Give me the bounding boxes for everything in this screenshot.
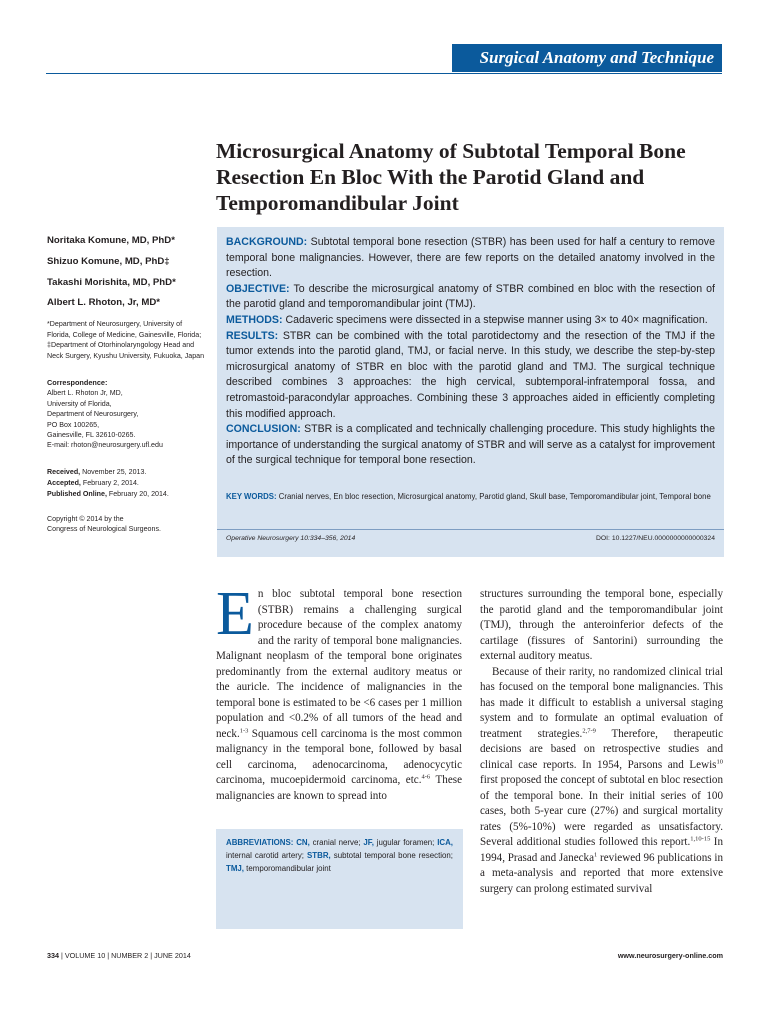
body-text: n bloc subtotal temporal bone resection (STBR) remains a challenging surgical procedure because of the complex anatomy and the rarity of temporal bone malignancies. Malignant neoplasm of the temporal bone originates predominantly from the external auditory meatus or the auricle. The incidence of malignancies in the temporal bone is estimated to be <6 cases per 1 million population and <0.2% of all tumors of the head and neck. — [216, 588, 462, 740]
body-text: first proposed the concept of subtotal en bloc resection of the temporal bone. In their initial series of 100 cases, both 5-year cure (27%) and surgical mortality rates (5%-10%) were regarded as unsatisfactory. Several additional studies followed this report. — [480, 774, 723, 848]
page-footer — [47, 951, 191, 960]
copyright-line: Congress of Neurological Surgeons. — [47, 525, 161, 534]
abbrev-def: subtotal temporal bone resection; — [330, 850, 453, 860]
abstract-text: STBR can be combined with the total parotidectomy and the resection of the TMJ if the tumor extends into the parotid gland, TMJ, or facial nerve. In this study, we describe the step-by-step microsurgical anatomy of STBR en bloc with the parotid gland and TMJ. The surgical technique described combines 3 approaches: the high cervical, subtemporal-infratemporal fossa, and retromastoid-paracondylar approaches. Combining these 3 approaches aided in efficiently completing this modified approach. — [226, 329, 715, 420]
drop-cap: E — [216, 580, 254, 648]
reference[interactable]: 10 — [716, 757, 723, 765]
abstract-label: OBJECTIVE: — [226, 282, 290, 295]
doi-link[interactable]: DOI: 10.1227/NEU.0000000000000324 — [595, 535, 715, 542]
abstract-text: To describe the microsurgical anatomy of STBR combined en bloc with the resection of the parotid gland and temporomandibular joint (TMJ). — [226, 282, 715, 311]
journal-citation: Operative Neurosurgery 10:334–356, 2014 — [226, 535, 356, 542]
affiliation: *Department of Neurosurgery, University of Florida, College of Medicine, Gainesville, Florida; ‡Department of Otorhinolaryngology Head and Neck Surgery, Kyushu University, Fukuoka, Japan — [47, 320, 205, 360]
copyright-line: Copyright © 2014 by the — [47, 514, 124, 523]
page-number: 334 — [47, 951, 59, 960]
body-text: In 1994, Prasad and Janecka — [480, 836, 723, 864]
abbrev-term: STBR, — [307, 850, 331, 860]
accepted-date: February 2, 2014. — [80, 478, 139, 487]
body-text: reviewed 96 publications in a meta-analysis and reported that more extensive surgery can prolong estimated survival — [480, 851, 723, 895]
received-label: Received, — [47, 467, 81, 476]
correspondence-email: E-mail: rhoton@neurosurgery.ufl.edu — [47, 441, 163, 450]
abstract-objective — [226, 282, 715, 313]
abstract-footer — [226, 534, 715, 544]
reference[interactable]: 1 — [594, 850, 598, 858]
body-paragraph — [480, 665, 723, 898]
keywords — [226, 491, 715, 503]
abstract-methods — [226, 313, 715, 329]
abstract-background — [226, 235, 715, 282]
abbreviations-label: ABBREVIATIONS: — [226, 838, 294, 847]
section-rule — [46, 73, 722, 74]
correspondence-heading: Correspondence: — [47, 378, 108, 388]
abstract-text: Subtotal temporal bone resection (STBR) has been used for half a century to remove temporal bone malignancies. However, there are few reports on the detailed anatomy involved in the resection. — [226, 236, 715, 280]
author-column — [47, 235, 207, 535]
body-text: These malignancies are known to spread into — [216, 774, 462, 802]
abstract-divider — [217, 529, 724, 530]
keywords-label: KEY WORDS: — [226, 492, 277, 501]
abbrev-term: JF, — [363, 838, 374, 847]
reference[interactable]: 1,10-15 — [690, 835, 711, 843]
author-2: Shizuo Komune, MD, PhD‡ — [47, 255, 170, 267]
abstract-label: RESULTS: — [226, 329, 279, 342]
author-4: Albert L. Rhoton, Jr, MD* — [47, 297, 160, 309]
published-date: February 20, 2014. — [106, 489, 169, 498]
section-title: Surgical Anatomy and Technique — [479, 48, 714, 67]
article-dates — [47, 467, 207, 500]
copyright — [47, 514, 207, 535]
article-title: Microsurgical Anatomy of Subtotal Temporal Bone Resection En Bloc With the Parotid Gland and Temporomandibular Joint — [216, 139, 686, 215]
abstract-text: STBR is a complicated and technically challenging procedure. This study highlights the importance of understanding the surgical anatomy of STBR and will serve as a catalyst for improvement of the surgical technique for temporal bone resection. — [226, 423, 715, 467]
website-link[interactable]: www.neurosurgery-online.com — [617, 951, 723, 960]
body-column-1 — [216, 580, 462, 804]
published-label: Published Online, — [47, 489, 107, 498]
reference[interactable]: 1-3 — [239, 726, 249, 734]
correspondence-line: Albert L. Rhoton Jr, MD, — [47, 389, 123, 398]
abbrev-term: CN, — [296, 838, 310, 847]
body-text: Therefore, therapeutic decisions are based on retrospective studies and clinical case reports. In 1954, Parsons and Lewis — [480, 727, 723, 771]
abstract-label: CONCLUSION: — [226, 423, 301, 436]
abbrev-def: jugular foramen; — [373, 838, 438, 847]
reference[interactable]: 4-6 — [421, 773, 431, 781]
abstract-conclusion — [226, 422, 715, 469]
abstract-results — [226, 329, 715, 423]
body-text: Because of their rarity, no randomized clinical trial has focused on the temporal bone malignancies. This has made it difficult to establish a universal staging system and to formulate an optimal evaluation of treatment strategies. — [480, 665, 723, 740]
section-header — [452, 44, 722, 72]
reference[interactable]: 2,7-9 — [582, 726, 596, 734]
abstract-text: Cadaveric specimens were dissected in a stepwise manner using 3× to 40× magnification. — [282, 313, 708, 326]
body-text: Squamous cell carcinoma is the most common malignancy in the temporal bone, followed by basal cell carcinoma, adenocarcinoma, adenocycytic carcinoma, mucoepidermoid carcinoma, etc. — [216, 727, 462, 786]
abstract-label: BACKGROUND: — [226, 236, 308, 248]
author-1: Noritaka Komune, MD, PhD* — [47, 235, 175, 246]
abbreviations-box — [216, 829, 463, 929]
author-3: Takashi Morishita, MD, PhD* — [47, 276, 176, 288]
received-date: November 25, 2013. — [80, 467, 147, 476]
body-column-2 — [480, 587, 723, 897]
abbrev-def: internal carotid artery; — [226, 850, 308, 860]
accepted-label: Accepted, — [47, 478, 81, 487]
abbrev-term: TMJ, — [226, 863, 244, 873]
abbrev-def: temporomandibular joint — [243, 863, 331, 873]
correspondence-line: PO Box 100265, — [47, 420, 100, 429]
correspondence-line: University of Florida, — [47, 399, 112, 408]
correspondence-line: Department of Neurosurgery, — [47, 410, 139, 419]
issue-info: | VOLUME 10 | NUMBER 2 | JUNE 2014 — [59, 951, 191, 960]
abstract-box — [217, 227, 724, 557]
correspondence-line: Gainesville, FL 32610-0265. — [47, 431, 136, 440]
abstract-label: METHODS: — [226, 313, 283, 326]
keywords-text: Cranial nerves, En bloc resection, Microsurgical anatomy, Parotid gland, Skull base, Temporomandibular joint, Temporal bone — [276, 492, 711, 501]
abbrev-def: cranial nerve; — [309, 838, 364, 847]
body-text: structures surrounding the temporal bone, especially the parotid gland and the temporomandibular joint (TMJ), through the anteroinferior defects of the cartilage (fissures of Santorini) surrounding the external auditory meatus. — [480, 588, 723, 662]
abbrev-term: ICA, — [437, 838, 453, 847]
